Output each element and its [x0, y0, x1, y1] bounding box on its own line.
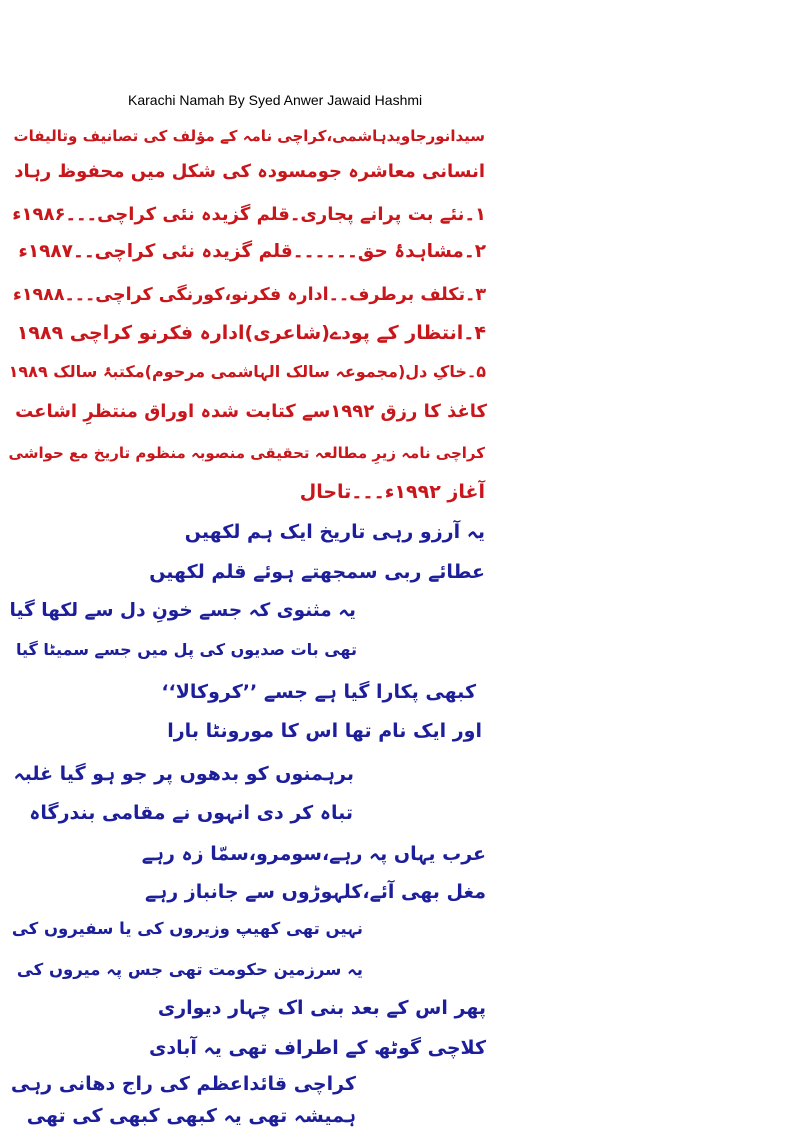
verse-line-12: یہ سرزمین حکومت تھی جس پہ میروں کی — [16, 960, 363, 979]
verse-line-5: کبھی پکارا گیا ہے جسے ’’کروکالا‘‘ — [161, 681, 476, 703]
note-line-2: کراچی نامہ زیرِ مطالعہ تحقیقی منصوبہ منظوم تاریخ مع حواشی — [8, 444, 485, 462]
work-item-3: ۳۔تکلف برطرف۔۔ادارہ فکرنو،کورنگی کراچی۔۔۔۱۹۸۸ء — [12, 285, 486, 305]
document-header: Karachi Namah By Syed Anwer Jawaid Hashmi — [128, 92, 423, 108]
verse-line-1: یہ آرزو رہی تاریخ ایک ہم لکھیں — [184, 521, 485, 543]
verse-line-6: اور ایک نام تھا اس کا مورونٹا بارا — [167, 720, 482, 742]
work-item-4: ۴۔انتظار کے پودے(شاعری)ادارہ فکرنو کراچی ۱۹۸۹ — [16, 322, 486, 344]
note-line-3: آغاز ۱۹۹۲ء۔۔۔تاحال — [299, 481, 485, 503]
verse-line-16: ہمیشہ تھی یہ کبھی کبھی کی تھی — [26, 1105, 356, 1127]
verse-line-15: کراچی قائداعظم کی راج دھانی رہی — [10, 1073, 356, 1095]
verse-line-7: برہمنوں کو بدھوں پر جو ہو گیا غلبہ — [13, 763, 354, 785]
verse-line-3: یہ مثنوی کہ جسے خونِ دل سے لکھا گیا — [9, 600, 356, 621]
work-item-1: ۱۔نئے بت پرانے پجاری۔قلم گزیدہ نئی کراچی۔۔۔۱۹۸۶ء — [12, 204, 486, 225]
works-heading-line-2: انسانی معاشرہ جومسودہ کی شکل میں محفوظ رہاد — [14, 161, 485, 182]
works-heading-line-1: سیدانورجاویدہاشمی،کراچی نامہ کے مؤلف کی تصانیف وتالیفات — [13, 127, 485, 145]
verse-line-2: عطائے ربی سمجھتے ہوئے قلم لکھیں — [149, 561, 485, 583]
verse-line-4: تھی بات صدیوں کی پل میں جسے سمیٹا گیا — [16, 640, 357, 659]
verse-line-14: کلاچی گوٹھ کے اطراف تھی یہ آبادی — [149, 1037, 486, 1059]
verse-line-10: مغل بھی آئے،کلہوڑوں سے جانباز رہے — [144, 881, 486, 903]
work-item-2: ۲۔مشاہدۂ حق۔۔۔۔۔۔قلم گزیدہ نئی کراچی۔۔۱۹۸۷ء — [18, 241, 486, 262]
note-line-1: کاغذ کا رزق ۱۹۹۲سے کتابت شدہ اوراق منتظرِ اشاعت — [15, 401, 487, 422]
work-item-5: ۵۔خاکِ دل(مجموعہ سالک الہاشمی مرحوم)مکتبۂ سالک ۱۹۸۹ — [8, 362, 486, 381]
verse-line-11: نہیں تھی کھیپ وزیروں کی یا سفیروں کی — [11, 919, 363, 938]
verse-line-8: تباہ کر دی انہوں نے مقامی بندرگاہ — [29, 802, 353, 824]
verse-line-9: عرب یہاں پہ رہے،سومرو،سمّا زہ رہے — [141, 843, 486, 865]
verse-line-13: پھر اس کے بعد بنی اک چہار دیواری — [157, 997, 486, 1019]
